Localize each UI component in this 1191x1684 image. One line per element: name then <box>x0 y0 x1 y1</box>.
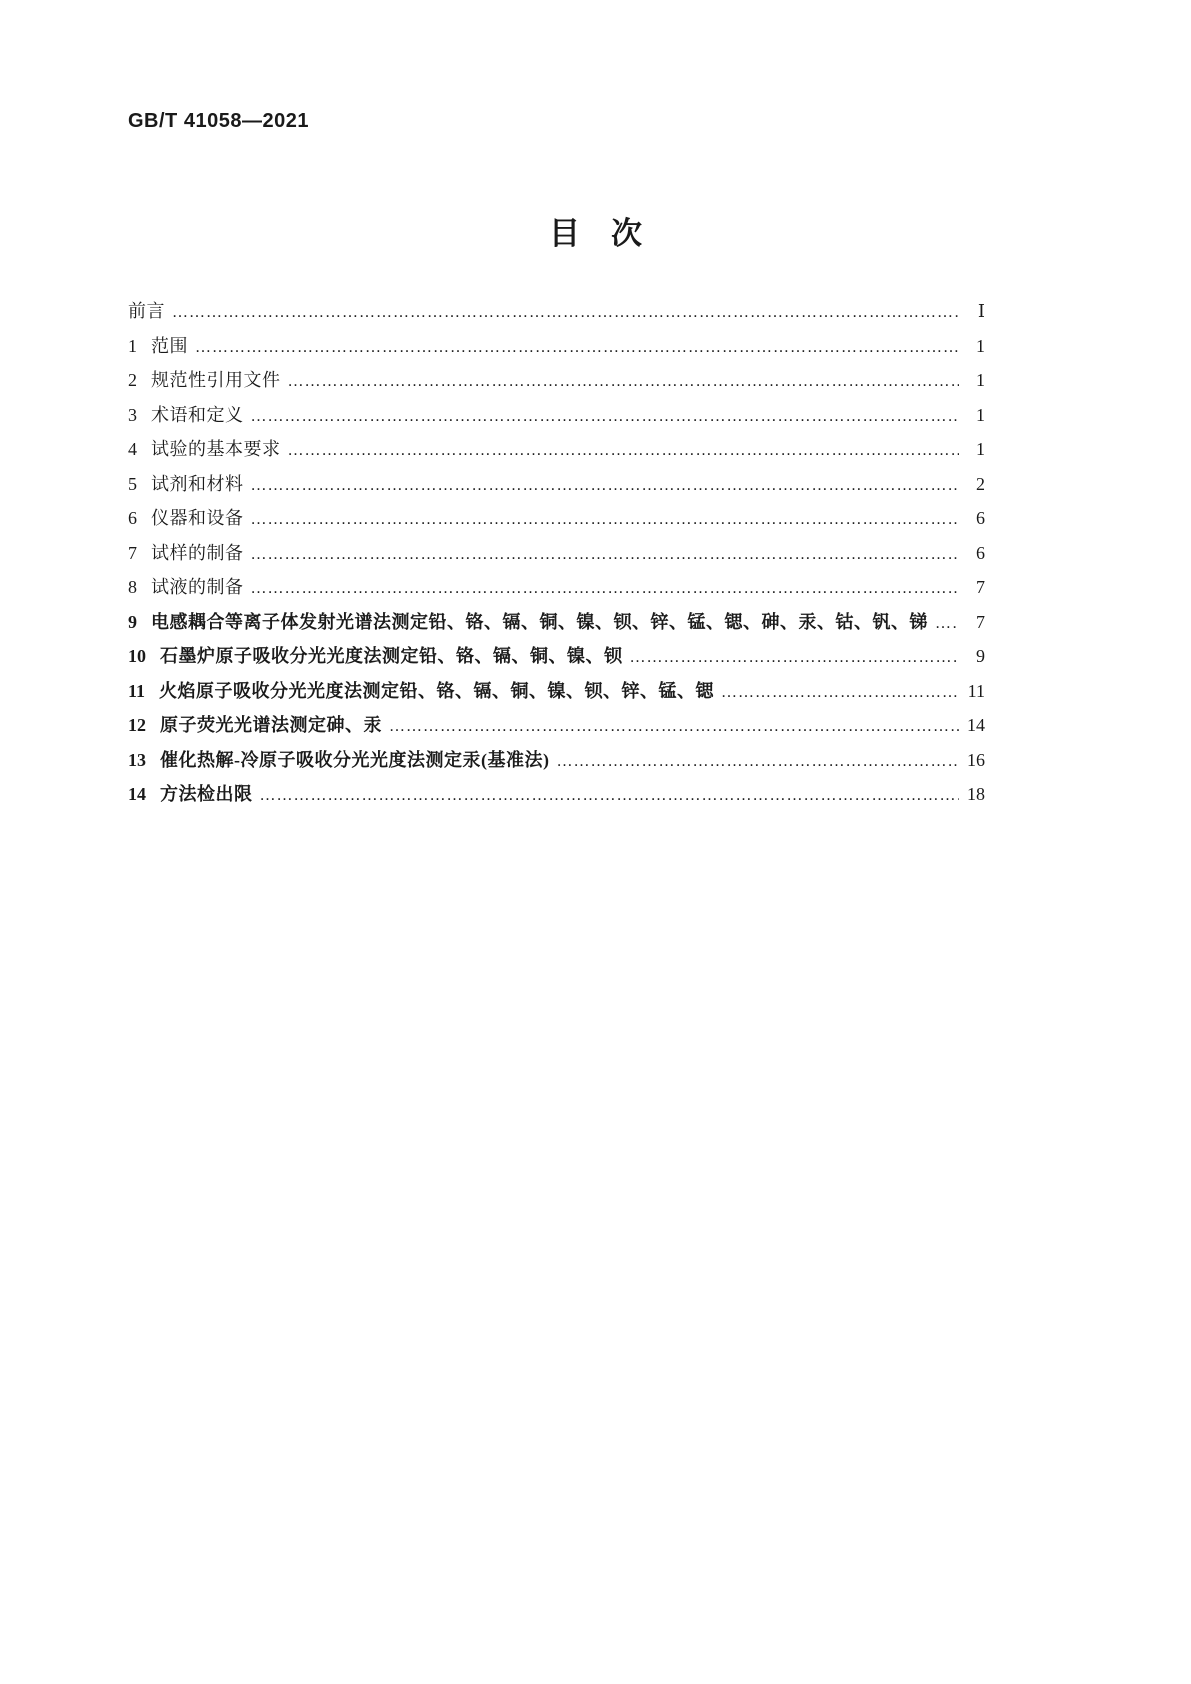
toc-entry <box>128 467 985 502</box>
standard-number: GB/T 41058—2021 <box>128 110 309 132</box>
toc-entry-page: Ⅰ <box>977 301 985 321</box>
dot-leader <box>251 400 960 435</box>
toc-entry <box>128 639 985 674</box>
toc-entry-number: 10 <box>128 646 146 666</box>
toc-entry-title: 方法检出限 <box>160 784 253 804</box>
toc-list <box>128 294 985 812</box>
toc-entry-title: 仪器和设备 <box>151 508 244 528</box>
toc-entry-title: 催化热解-冷原子吸收分光光度法测定汞(基准法) <box>160 749 550 770</box>
toc-entry-page: 2 <box>976 473 985 494</box>
dot-leader <box>556 745 959 780</box>
toc-entry-title: 石墨炉原子吸收分光光度法测定铅、铬、镉、铜、镍、钡 <box>160 646 623 666</box>
toc-entry <box>128 605 985 640</box>
toc-entry-title: 试验的基本要求 <box>151 439 281 459</box>
toc-entry-title: 试样的制备 <box>151 542 244 563</box>
toc-entry <box>128 777 985 812</box>
toc-entry <box>128 708 985 743</box>
toc-entry-title: 试液的制备 <box>151 577 244 597</box>
toc-entry-page: 9 <box>976 646 985 666</box>
dot-leader <box>288 434 960 469</box>
dot-leader <box>251 572 960 607</box>
dot-leader <box>935 607 959 642</box>
toc-entry-number: 6 <box>128 508 137 528</box>
toc-entry-page: 16 <box>967 749 985 770</box>
toc-entry-number: 4 <box>128 439 137 459</box>
dot-leader <box>630 641 960 676</box>
toc-entry-title: 规范性引用文件 <box>151 370 281 390</box>
toc-entry-page: 1 <box>976 404 985 425</box>
dot-leader <box>251 503 960 538</box>
toc-entry <box>128 674 985 709</box>
toc-entry-number: 9 <box>128 611 137 632</box>
toc-entry-title: 试剂和材料 <box>151 473 244 494</box>
toc-entry <box>128 363 985 398</box>
toc-entry-page: 11 <box>967 680 985 701</box>
toc-entry-title: 火焰原子吸收分光光度法测定铅、铬、镉、铜、镍、钡、锌、锰、锶 <box>159 680 715 701</box>
dot-leader <box>389 710 959 745</box>
toc-entry-page: 1 <box>976 439 985 459</box>
toc-entry <box>128 570 985 605</box>
toc-title: 目 次 <box>549 216 642 251</box>
toc-entry-page: 6 <box>976 508 985 528</box>
dot-leader <box>251 469 960 504</box>
dot-leader <box>288 365 960 400</box>
toc-entry-page: 6 <box>976 542 985 563</box>
toc-entry <box>128 501 985 536</box>
toc-entry-number: 1 <box>128 335 137 356</box>
toc-entry-title: 前言 <box>128 301 165 321</box>
toc-entry-title: 范围 <box>151 335 188 356</box>
toc-entry-page: 1 <box>976 335 985 356</box>
toc-entry <box>128 398 985 433</box>
toc-entry-page: 7 <box>976 577 985 597</box>
toc-entry-page: 14 <box>967 715 985 735</box>
toc-entry-number: 12 <box>128 715 146 735</box>
toc-entry-number: 8 <box>128 577 137 597</box>
toc-entry-number: 7 <box>128 542 137 563</box>
toc-entry-title: 术语和定义 <box>151 404 244 425</box>
toc-entry-number: 5 <box>128 473 137 494</box>
dot-leader <box>260 779 960 814</box>
toc-entry-page: 1 <box>976 370 985 390</box>
toc-entry <box>128 294 985 329</box>
toc-entry <box>128 536 985 571</box>
toc-entry-page: 18 <box>967 784 985 804</box>
toc-entry <box>128 743 985 778</box>
toc-entry-number: 3 <box>128 404 137 425</box>
dot-leader <box>195 331 959 366</box>
toc-entry-title: 电感耦合等离子体发射光谱法测定铅、铬、镉、铜、镍、钡、锌、锰、锶、砷、汞、钴、钒、锑 <box>151 611 928 632</box>
toc-entry <box>128 432 985 467</box>
toc-entry <box>128 329 985 364</box>
toc-entry-number: 13 <box>128 749 146 770</box>
toc-entry-number: 2 <box>128 370 137 390</box>
toc-entry-title: 原子荧光光谱法测定砷、汞 <box>160 715 382 735</box>
toc-entry-number: 11 <box>128 680 146 701</box>
toc-entry-page: 7 <box>976 611 985 632</box>
dot-leader <box>721 676 959 711</box>
toc-entry-number: 14 <box>128 784 146 804</box>
dot-leader <box>251 538 960 573</box>
dot-leader <box>172 296 959 331</box>
